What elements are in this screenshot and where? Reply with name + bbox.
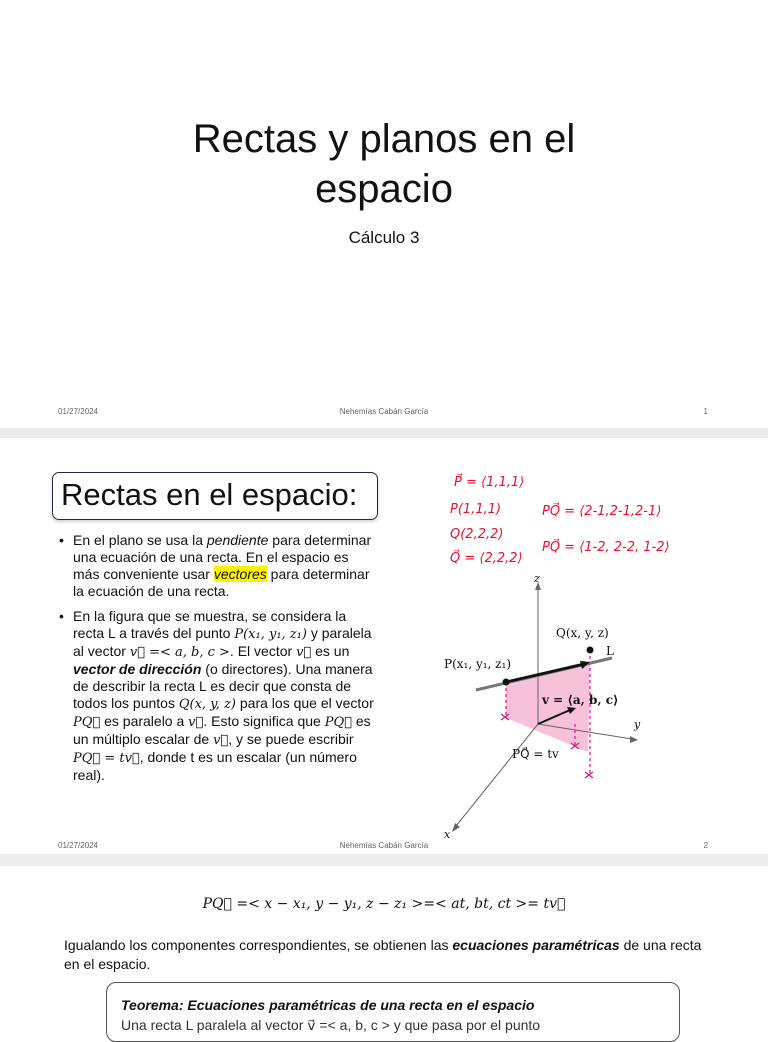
bullet-text: En el plano se usa la	[73, 532, 207, 548]
slide-subtitle: Cálculo 3	[348, 228, 420, 247]
bullet-text: es un	[311, 643, 350, 659]
label-q: Q(x, y, z)	[556, 626, 609, 640]
figure-labels	[444, 572, 641, 841]
theorem-box	[106, 982, 680, 1042]
paragraph-text: de una recta en el espacio.	[64, 937, 702, 972]
axis-label-y: y	[634, 718, 641, 731]
hand-pq-2: PQ⃗ = ⟨1-2, 2-2, 1-2⟩	[542, 540, 670, 555]
point-q-dot	[587, 647, 594, 654]
x-axis	[456, 724, 538, 826]
math-v: v⃗	[213, 733, 229, 748]
title-line-1: Rectas y planos en el	[192, 117, 576, 161]
point-p-dot	[503, 679, 510, 686]
bullet-text: para los que el vector	[236, 695, 374, 711]
hand-q-point: Q(2,2,2)	[450, 527, 504, 542]
math-v: v⃗	[296, 645, 312, 660]
bullet-list	[58, 532, 378, 792]
math-pq-equals-tv: PQ⃗ = tv⃗	[73, 751, 140, 766]
x-axis-arrow	[452, 823, 460, 832]
bullet-text: , donde t es un escalar (un número real).	[73, 749, 357, 783]
hand-p-vector: P⃗ = ⟨1,1,1⟩	[454, 475, 525, 490]
label-v: v = ⟨a, b, c⟩	[542, 693, 619, 707]
handwritten-notes	[450, 474, 670, 566]
slide-heading-box: Rectas en el espacio:	[52, 472, 378, 520]
highlight-vectores: vectores	[213, 566, 267, 582]
label-l: L	[606, 644, 614, 658]
math-point-q: Q(x, y, z)	[178, 697, 236, 712]
bullet-text: para determinar una ecuación de una recta. En el espacio es más conveniente usar	[73, 532, 372, 582]
bullet-text: , y se puede escribir	[228, 731, 354, 747]
title-line-2: espacio	[315, 167, 453, 211]
math-v: v⃗	[188, 715, 204, 730]
bullet-text: En la figura que se muestra, se considera la recta L a través del punto	[73, 608, 347, 641]
line-in-space-figure	[430, 458, 730, 848]
bullet-text: . Esto significa que	[203, 713, 325, 729]
theorem-title: Teorema: Ecuaciones paramétricas de una recta en el espacio	[121, 997, 535, 1013]
strong-vector-direccion: vector de dirección	[73, 661, 202, 677]
intro-paragraph	[64, 936, 714, 974]
slide-ecuaciones	[0, 866, 768, 1033]
hand-p-point: P(1,1,1)	[450, 502, 502, 517]
bullet-item-pendiente	[58, 532, 378, 600]
footer-date: 01/27/2024	[58, 841, 99, 850]
label-p: P(x₁, y₁, z₁)	[444, 657, 511, 671]
pq-formula: PQ⃗ =< x − x₁, y − y₁, z − z₁ >=< at, bt, ct >= tv⃗	[202, 896, 566, 912]
slide-separator	[0, 854, 768, 866]
hand-q-vector: Q⃗ = ⟨2,2,2⟩	[450, 551, 523, 566]
math-pq: PQ⃗	[324, 715, 352, 730]
bullet-text: . El vector	[229, 643, 297, 659]
math-pq: PQ⃗	[73, 715, 101, 730]
label-pq-tv: PQ⃗ = tv	[512, 747, 559, 761]
emphasis-pendiente: pendiente	[206, 532, 269, 548]
math-point-p: P(x₁, y₁, z₁)	[234, 627, 307, 642]
bullet-text: (o directores). Una manera de describir la recta L es decir que consta de todos los puntos	[73, 661, 373, 711]
bullet-item-figura	[58, 608, 378, 784]
axis-label-z: z	[534, 572, 540, 585]
footer-date: 01/27/2024	[58, 407, 99, 416]
axis-label-x: x	[444, 828, 451, 841]
theorem-text: Una recta L paralela al vector v⃗ =< a, b, c > y que pasa por el punto	[121, 1017, 541, 1033]
plane-region	[506, 664, 590, 752]
footer-author: Nehemías Cabán García	[339, 407, 429, 416]
hand-pq-1: PQ⃗ = ⟨2-1,2-1,2-1⟩	[542, 504, 662, 519]
slide-title-heading	[84, 114, 684, 214]
strong-ecuaciones-parametricas: ecuaciones paramétricas	[452, 937, 620, 953]
slide-separator	[0, 428, 768, 438]
slide-title	[0, 0, 768, 428]
slide-rectas	[0, 438, 768, 854]
footer-page-number: 2	[703, 841, 708, 850]
math-vector-v: v⃗ =< a, b, c >	[129, 645, 230, 660]
bullet-text: y paralela al vector	[73, 625, 372, 659]
footer-author: Nehemías Cabán García	[339, 841, 429, 850]
bullet-text: para determinar la ecuación de una recta.	[73, 566, 370, 599]
footer-page-number: 1	[703, 407, 708, 416]
bullet-text: es paralelo a	[100, 713, 189, 729]
bullet-text: es un múltiplo escalar de	[73, 713, 371, 747]
y-axis-arrow	[630, 736, 638, 743]
paragraph-text: Igualando los componentes correspondientes, se obtienen las	[64, 937, 453, 953]
